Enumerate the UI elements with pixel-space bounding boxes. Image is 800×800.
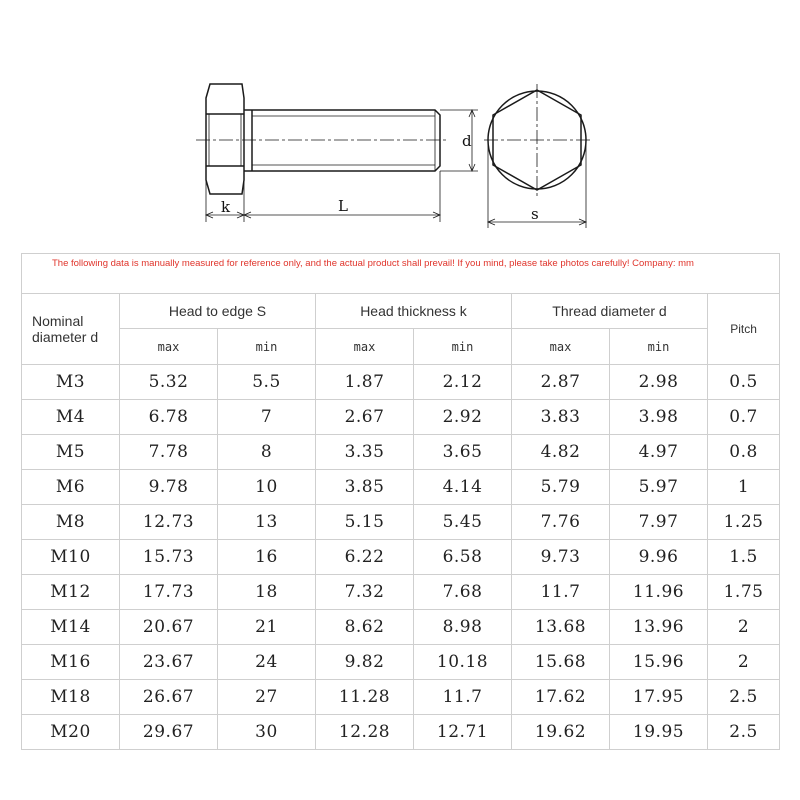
header-max: max: [316, 329, 414, 365]
table-row: [22, 470, 780, 505]
cell-s-min: 30: [218, 715, 316, 750]
cell-k-max: 7.32: [316, 575, 414, 610]
cell-d-max: 13.68: [512, 610, 610, 645]
cell-d-min: 13.96: [610, 610, 708, 645]
cell-k-min: 6.58: [414, 540, 512, 575]
table-row: [22, 365, 780, 400]
cell-nominal: M20: [22, 715, 120, 750]
cell-d-max: 17.62: [512, 680, 610, 715]
cell-nominal: M8: [22, 505, 120, 540]
cell-d-min: 7.97: [610, 505, 708, 540]
bolt-technical-drawing: [0, 0, 800, 250]
cell-d-min: 5.97: [610, 470, 708, 505]
header-min: min: [218, 329, 316, 365]
cell-d-min: 3.98: [610, 400, 708, 435]
cell-nominal: M5: [22, 435, 120, 470]
cell-nominal: M3: [22, 365, 120, 400]
cell-k-max: 9.82: [316, 645, 414, 680]
dimension-d: [440, 110, 478, 171]
disclaimer-note: The following data is manually measured for reference only, and the actual product shall prevail! If you mind, please take photos carefully! Company: mm: [22, 254, 780, 294]
table-row: [22, 645, 780, 680]
cell-s-min: 13: [218, 505, 316, 540]
bolt-shank-side-view: [244, 110, 440, 171]
cell-d-min: 9.96: [610, 540, 708, 575]
cell-k-min: 5.45: [414, 505, 512, 540]
cell-k-min: 12.71: [414, 715, 512, 750]
cell-s-max: 26.67: [120, 680, 218, 715]
cell-d-min: 15.96: [610, 645, 708, 680]
table-row: [22, 435, 780, 470]
cell-s-max: 23.67: [120, 645, 218, 680]
cell-k-min: 2.92: [414, 400, 512, 435]
cell-pitch: 0.8: [708, 435, 780, 470]
cell-d-max: 5.79: [512, 470, 610, 505]
cell-d-min: 17.95: [610, 680, 708, 715]
cell-s-max: 9.78: [120, 470, 218, 505]
cell-d-min: 2.98: [610, 365, 708, 400]
cell-s-min: 24: [218, 645, 316, 680]
cell-k-max: 1.87: [316, 365, 414, 400]
cell-s-min: 5.5: [218, 365, 316, 400]
table-row: [22, 400, 780, 435]
cell-pitch: 0.5: [708, 365, 780, 400]
group-header-row: [22, 294, 780, 329]
cell-nominal: M4: [22, 400, 120, 435]
cell-k-max: 12.28: [316, 715, 414, 750]
header-nominal-diameter: Nominal diameter d: [22, 294, 120, 365]
cell-s-max: 6.78: [120, 400, 218, 435]
cell-pitch: 2: [708, 645, 780, 680]
cell-k-min: 2.12: [414, 365, 512, 400]
cell-k-max: 5.15: [316, 505, 414, 540]
bolt-head-end-view: [484, 84, 590, 196]
cell-d-min: 4.97: [610, 435, 708, 470]
cell-k-max: 3.35: [316, 435, 414, 470]
header-max: max: [512, 329, 610, 365]
table-row: [22, 680, 780, 715]
cell-d-max: 11.7: [512, 575, 610, 610]
cell-k-min: 4.14: [414, 470, 512, 505]
sub-header-row: [22, 329, 780, 365]
table-row: [22, 505, 780, 540]
table-row: [22, 540, 780, 575]
table-row: [22, 610, 780, 645]
label-k: k: [221, 198, 231, 216]
cell-pitch: 1.5: [708, 540, 780, 575]
cell-d-max: 4.82: [512, 435, 610, 470]
cell-s-min: 16: [218, 540, 316, 575]
cell-k-max: 11.28: [316, 680, 414, 715]
header-head-to-edge: Head to edge S: [120, 294, 316, 329]
table-row: [22, 715, 780, 750]
header-pitch: Pitch: [708, 294, 780, 365]
cell-s-max: 20.67: [120, 610, 218, 645]
cell-d-max: 9.73: [512, 540, 610, 575]
header-head-thickness: Head thickness k: [316, 294, 512, 329]
label-s: s: [531, 205, 539, 223]
cell-k-min: 8.98: [414, 610, 512, 645]
header-min: min: [414, 329, 512, 365]
cell-pitch: 0.7: [708, 400, 780, 435]
note-row: [22, 254, 780, 294]
cell-s-max: 15.73: [120, 540, 218, 575]
cell-k-min: 10.18: [414, 645, 512, 680]
cell-pitch: 2: [708, 610, 780, 645]
bolt-head-side-view: [206, 84, 244, 194]
cell-s-min: 8: [218, 435, 316, 470]
cell-nominal: M14: [22, 610, 120, 645]
cell-nominal: M6: [22, 470, 120, 505]
table-row: [22, 575, 780, 610]
header-min: min: [610, 329, 708, 365]
cell-d-max: 19.62: [512, 715, 610, 750]
cell-pitch: 2.5: [708, 715, 780, 750]
cell-s-min: 7: [218, 400, 316, 435]
cell-pitch: 2.5: [708, 680, 780, 715]
header-max: max: [120, 329, 218, 365]
cell-s-max: 12.73: [120, 505, 218, 540]
cell-s-max: 7.78: [120, 435, 218, 470]
cell-d-max: 2.87: [512, 365, 610, 400]
cell-s-max: 17.73: [120, 575, 218, 610]
cell-s-max: 5.32: [120, 365, 218, 400]
cell-d-min: 11.96: [610, 575, 708, 610]
cell-d-max: 15.68: [512, 645, 610, 680]
header-thread-diameter: Thread diameter d: [512, 294, 708, 329]
cell-k-max: 6.22: [316, 540, 414, 575]
cell-s-min: 21: [218, 610, 316, 645]
cell-k-max: 3.85: [316, 470, 414, 505]
bolt-spec-table: [21, 253, 780, 750]
cell-d-max: 7.76: [512, 505, 610, 540]
table-body: [22, 365, 780, 750]
cell-d-min: 19.95: [610, 715, 708, 750]
cell-pitch: 1.25: [708, 505, 780, 540]
cell-d-max: 3.83: [512, 400, 610, 435]
cell-s-min: 27: [218, 680, 316, 715]
cell-s-min: 10: [218, 470, 316, 505]
cell-k-max: 2.67: [316, 400, 414, 435]
cell-nominal: M12: [22, 575, 120, 610]
cell-k-max: 8.62: [316, 610, 414, 645]
cell-k-min: 3.65: [414, 435, 512, 470]
cell-pitch: 1: [708, 470, 780, 505]
cell-pitch: 1.75: [708, 575, 780, 610]
label-L: L: [338, 197, 348, 215]
cell-nominal: M16: [22, 645, 120, 680]
label-d: d: [462, 132, 472, 150]
cell-s-max: 29.67: [120, 715, 218, 750]
cell-nominal: M10: [22, 540, 120, 575]
cell-nominal: M18: [22, 680, 120, 715]
cell-k-min: 11.7: [414, 680, 512, 715]
cell-k-min: 7.68: [414, 575, 512, 610]
cell-s-min: 18: [218, 575, 316, 610]
